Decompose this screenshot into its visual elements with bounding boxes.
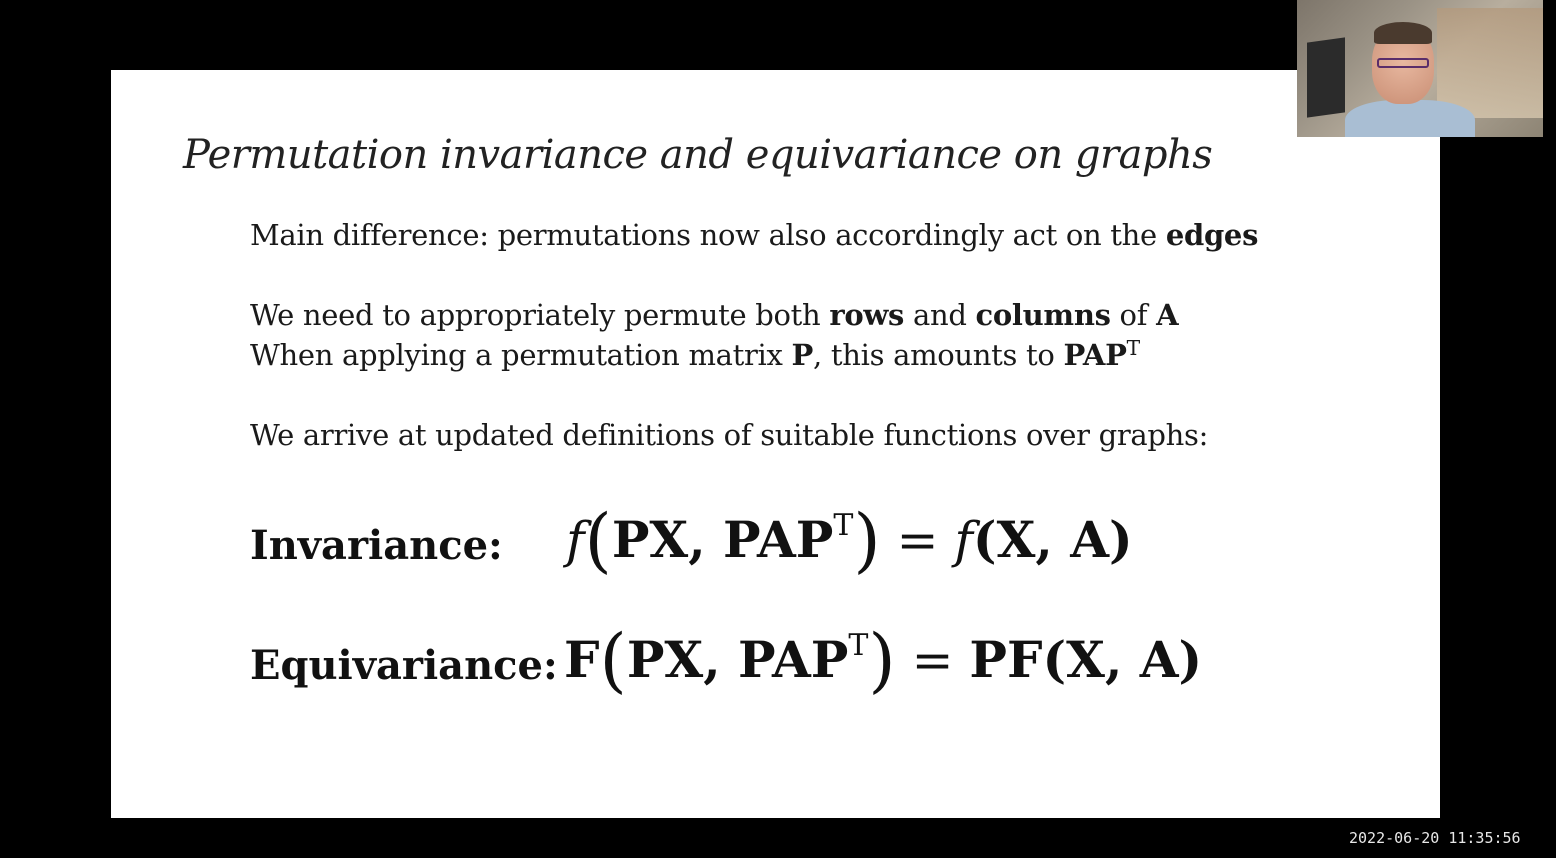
slide-title: Permutation invariance and equivariance on graphs [183,132,1213,178]
slide [111,70,1440,818]
bullet-permutation-matrix: When applying a permutation matrix P, this amounts to $PAP^T$ [250,335,1140,372]
bullet-permute-rows-columns: We need to appropriately permute both rows and columns of A [250,298,1179,332]
equivariance-equation: F(PX, $PAP^T) = PF(X$, A) [564,619,1203,701]
invariance-label: Invariance: [250,522,503,569]
bullet-main-difference: Main difference: permutations now also accordingly act on the edges [250,218,1259,252]
recording-timestamp: 2022-06-20 11:35:56 [1349,829,1521,847]
presenter-webcam [1297,0,1543,137]
equivariance-label: Equivariance: [250,642,558,689]
bullet-updated-definitions: We arrive at updated definitions of suitable functions over graphs: [250,418,1209,452]
invariance-equation: f(PX, $PAP^T) = f(X$, A) [566,499,1133,581]
bold-edges: edges [1165,218,1259,252]
